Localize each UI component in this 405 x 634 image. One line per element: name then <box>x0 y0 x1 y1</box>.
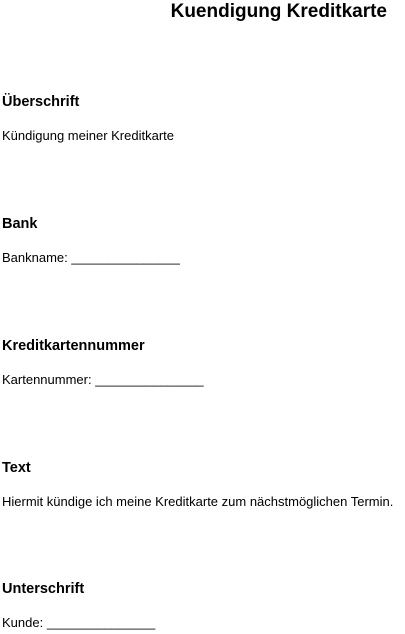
section-kreditkartennummer <box>2 337 402 388</box>
section-heading: Kreditkartennummer <box>2 338 145 354</box>
section-heading: Text <box>2 460 31 476</box>
bankname-field: Bankname: _______________ <box>2 250 180 265</box>
section-text <box>2 459 402 510</box>
section-heading: Bank <box>2 216 38 232</box>
section-heading: Unterschrift <box>2 581 85 597</box>
section-ueberschrift <box>2 93 402 144</box>
document-title: Kuendigung Kreditkarte <box>170 1 387 22</box>
section-body: Kündigung meiner Kreditkarte <box>2 128 174 143</box>
section-heading: Überschrift <box>2 94 80 110</box>
kartennummer-field: Kartennummer: _______________ <box>2 372 204 387</box>
section-bank <box>2 215 402 266</box>
kunde-signature-field: Kunde: _______________ <box>2 615 156 630</box>
section-body: Hiermit kündige ich meine Kreditkarte zum nächstmöglichen Termin. <box>2 494 394 509</box>
section-unterschrift <box>2 580 402 631</box>
